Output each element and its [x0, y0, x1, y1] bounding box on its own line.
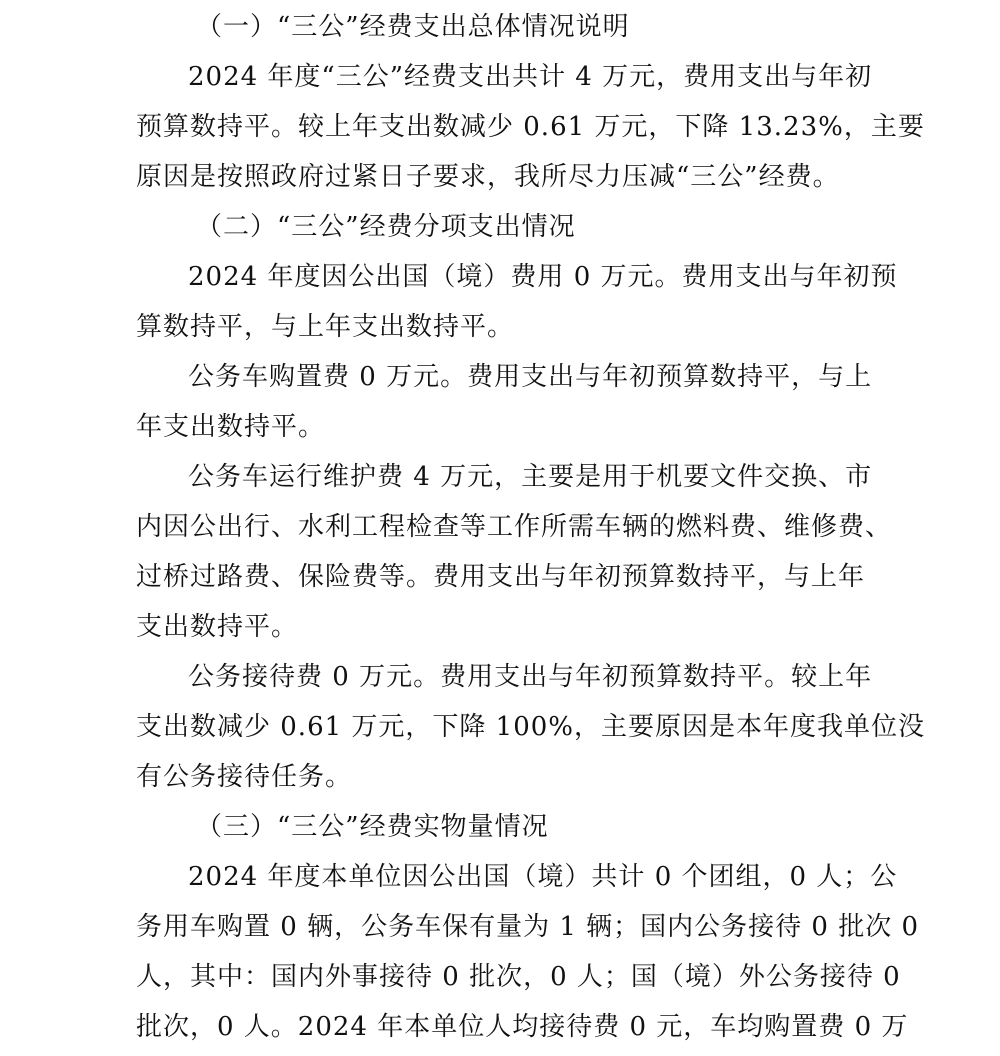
section-3-paragraph-1-line-3: 人，其中：国内外事接待 0 批次，0 人；国（境）外公务接待 0	[136, 962, 901, 992]
section-3-heading: （三）“三公”经费实物量情况	[196, 812, 549, 842]
section-2-paragraph-1-line-2: 算数持平，与上年支出数持平。	[136, 312, 515, 342]
section-2-paragraph-3-line-3: 过桥过路费、保险费等。费用支出与年初预算数持平，与上年	[136, 562, 866, 592]
section-1-paragraph-1-line-1: 2024 年度“三公”经费支出共计 4 万元，费用支出与年初	[188, 62, 873, 92]
section-2-paragraph-3-line-1: 公务车运行维护费 4 万元，主要是用于机要文件交换、市	[188, 462, 873, 492]
section-2-paragraph-2-line-2: 年支出数持平。	[136, 412, 326, 442]
section-2-paragraph-4-line-3: 有公务接待任务。	[136, 762, 353, 792]
section-2-heading: （二）“三公”经费分项支出情况	[196, 212, 576, 242]
section-3-paragraph-1-line-2: 务用车购置 0 辆，公务车保有量为 1 辆；国内公务接待 0 批次 0	[136, 912, 920, 942]
section-2-paragraph-4-line-1: 公务接待费 0 万元。费用支出与年初预算数持平。较上年	[188, 662, 873, 692]
section-3-paragraph-1-line-4: 批次，0 人。2024 年本单位人均接待费 0 元，车均购置费 0 万	[136, 1012, 909, 1042]
section-2-paragraph-3-line-4: 支出数持平。	[136, 612, 299, 642]
section-2-paragraph-4-line-2: 支出数减少 0.61 万元，下降 100%，主要原因是本年度我单位没	[136, 712, 926, 742]
section-1-paragraph-1-line-2: 预算数持平。较上年支出数减少 0.61 万元，下降 13.23%，主要	[136, 112, 925, 142]
section-2-paragraph-3-line-2: 内因公出行、水利工程检查等工作所需车辆的燃料费、维修费、	[136, 512, 893, 542]
section-1-paragraph-1-line-3: 原因是按照政府过紧日子要求，我所尽力压减“三公”经费。	[136, 162, 840, 192]
section-2-paragraph-2-line-1: 公务车购置费 0 万元。费用支出与年初预算数持平，与上	[188, 362, 873, 392]
section-2-paragraph-1-line-1: 2024 年度因公出国（境）费用 0 万元。费用支出与年初预	[188, 262, 898, 292]
section-1-heading: （一）“三公”经费支出总体情况说明	[196, 12, 630, 42]
section-3-paragraph-1-line-1: 2024 年度本单位因公出国（境）共计 0 个团组，0 人；公	[188, 862, 898, 892]
